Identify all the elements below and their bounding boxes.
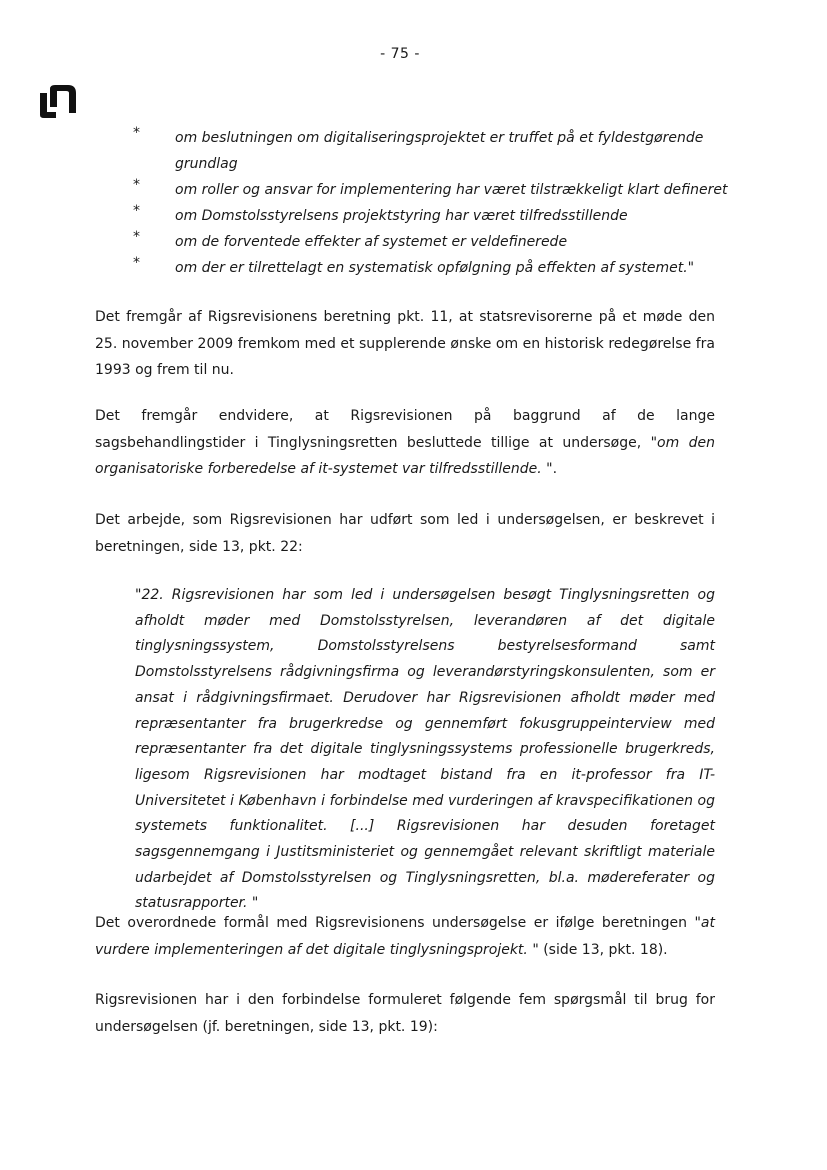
- bullet-marker: *: [133, 177, 140, 193]
- paragraph-2-quote: om den organisatoriske forberedelse af it-systemet var tilfredsstillende.: [95, 434, 716, 477]
- list-item-text: om Domstolsstyrelsens projektstyring har været tilfredsstillende: [175, 208, 628, 224]
- paragraph-4-end: " (side 13, pkt. 18).: [527, 941, 668, 958]
- list-item-text: om der er tilrettelagt en systematisk opfølgning på effekten af systemet.": [175, 260, 695, 276]
- paragraph-3: Det arbejde, som Rigsrevisionen har udført som led i undersøgelsen, er beskrevet i beretningen, side 13, pkt. 22:: [95, 512, 715, 555]
- bullet-marker: *: [133, 203, 140, 219]
- list-item: [95, 203, 735, 229]
- list-item: [95, 255, 735, 281]
- bullet-list: [95, 125, 735, 281]
- bullet-marker: *: [133, 125, 140, 141]
- list-item: [95, 177, 735, 203]
- bullet-marker: *: [133, 255, 140, 271]
- quote-text: 22. Rigsrevisionen har som led i undersøgelsen besøgt Tinglysningsretten og afholdt møder med Domstolsstyrelsen, leverandøren af det digitale tinglysningssystem, Domstolsstyrelsens bestyrelsesformand samt Domstolsstyrelsens rådgivningsfirma og leverandørstyringskonsulenten, som er ansat i rådgivningsfirmaet. Derudover har Rigsrevisionen afholdt møder med repræsentanter fra brugerkredse og gennemført fokusgruppeinterview med repræsentanter fra det digitale tinglysningssystems professionelle brugerkreds, ligesom Rigsrevisionen har modtaget bistand fra en it-professor fra IT-Universitetet i København i forbindelse med vurderingen af kravspecifikationen og systemets funktionalitet. [...] Rigsrevisionen har desuden foretaget sagsgennemgang i Justitsministeriet og gennemgået relevant skriftligt materiale udarbejdet af Domstolsstyrelsen og Tinglysningsretten, bl.a. mødereferater og statusrapporter.: [135, 587, 715, 912]
- paragraph-1: Det fremgår af Rigsrevisionens beretning pkt. 11, at statsrevisorerne på et møde den 25. november 2009 fremkom med et supplerende ønske om en historisk redegørelse fra 1993 og frem til nu.: [95, 309, 715, 378]
- paragraph-5: Rigsrevisionen har i den forbindelse formuleret følgende fem spørgsmål til brug for undersøgelsen (jf. beretningen, side 13, pkt. 19):: [95, 992, 715, 1035]
- paragraph-4-quote: at vurdere implementeringen af det digitale tinglysningsprojekt.: [95, 915, 715, 958]
- paragraph-2-start: Det fremgår endvidere, at Rigsrevisionen på baggrund af de lange sagsbehandlingstider i Tinglysningsretten besluttede tillige at undersøge, ": [95, 408, 715, 451]
- paragraph-4-start: Det overordnede formål med Rigsrevisionens undersøgelse er ifølge beretningen ": [95, 915, 701, 931]
- quote-open-mark: ": [135, 587, 142, 603]
- list-item-text: om beslutningen om digitaliseringsprojektet er truffet på et fyldestgørende grundlag: [175, 130, 704, 172]
- quote-close-mark: ": [247, 895, 259, 912]
- list-item: [95, 125, 735, 177]
- list-item-text: om roller og ansvar for implementering har været tilstrækkeligt klart defineret: [175, 182, 728, 198]
- court-logo-icon: [38, 83, 78, 119]
- list-item-text: om de forventede effekter af systemet er veldefinerede: [175, 234, 568, 250]
- list-item: [95, 229, 735, 255]
- block-quote: [135, 583, 715, 917]
- paragraph-2: [95, 403, 715, 483]
- bullet-marker: *: [133, 229, 140, 245]
- page-number: - 75 -: [380, 46, 420, 62]
- paragraph-4: [95, 910, 715, 963]
- paragraph-2-end: ".: [541, 461, 558, 477]
